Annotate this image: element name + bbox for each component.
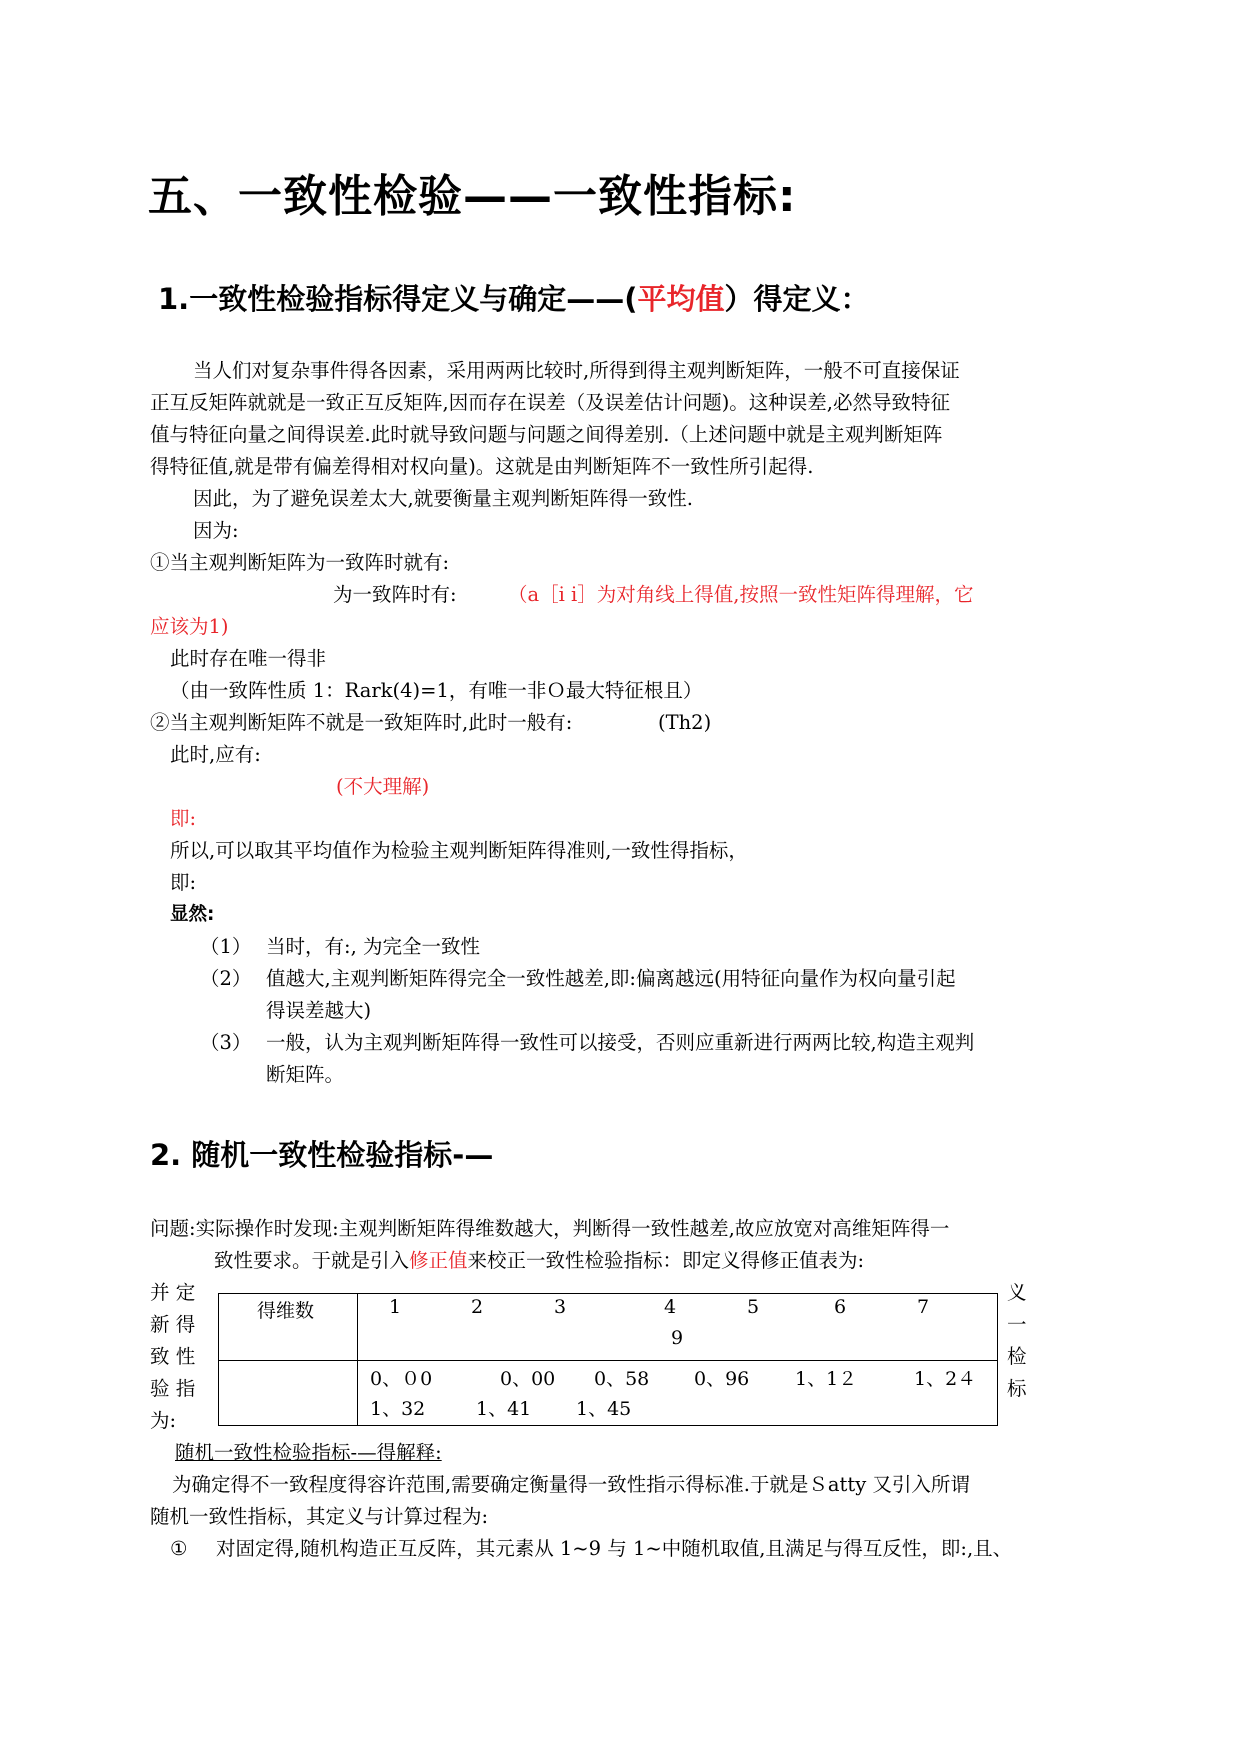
left-col-4: 验 指 [150,1377,196,1400]
table-dim: 3 [554,1296,567,1318]
table-value: 1、2４ [914,1368,977,1390]
problem-line1: 问题:实际操作时发现:主观判断矩阵得维数越大，判断得一致性越差,故应放宽对高维矩阵得一 [150,1217,950,1240]
table-value: 1、32 [370,1398,426,1420]
unique-line: 此时存在唯一得非 [170,647,327,670]
subsection-1-suffix: ）得定义： [724,282,870,316]
table-value: 0、０0 [370,1368,433,1390]
table-value: 0、00 [500,1368,556,1390]
table-dim: 4 [664,1296,677,1318]
list-item-3-line2: 断矩阵。 [266,1063,345,1086]
explain-title: 随机一致性检验指标-—得解释: [175,1441,442,1464]
explain-line2: 随机一致性指标，其定义与计算过程为: [150,1505,489,1528]
table-dim: 5 [747,1296,760,1318]
left-col-1: 并 定 [150,1281,196,1304]
subsection-1-highlight: 平均值 [637,282,725,316]
table-row-values [219,1361,998,1426]
list-item-2-line2: 得误差越大) [266,999,372,1022]
ie-line-1: 即: [170,807,197,830]
should-line: 此时,应有: [170,743,261,766]
table-dim: 2 [471,1296,484,1318]
step1-num: ① [170,1537,188,1560]
table-row-dims [219,1294,998,1361]
subsection-1-prefix: 1.一致性检验指标得定义与确定——( [158,282,638,316]
so-line: 所以,可以取其平均值作为检验主观判断矩阵得准则,一致性得指标， [170,839,748,862]
list-num-3: （3） [200,1031,252,1054]
list-num-1: （1） [200,935,252,958]
problem-suffix: 来校正一致性检验指标：即定义得修正值表为: [467,1249,865,1272]
list-item-3-line1: 一般，认为主观判断矩阵得一致性可以接受，否则应重新进行两两比较,构造主观判 [266,1031,975,1054]
table-value: 0、58 [594,1368,650,1390]
subsection-1-title [158,277,869,318]
table-value: 0、96 [694,1368,750,1390]
item1-note-cont: 应该为1) [150,615,229,638]
problem-line2 [214,1245,864,1277]
list-item-1-line1: 当时，有:, 为完全一致性 [266,935,480,958]
right-col-3: 检 [1007,1345,1027,1368]
table-dim: 1 [389,1296,402,1318]
left-col-2: 新 得 [150,1313,196,1336]
table-value: 1、45 [576,1398,632,1420]
correction-value-highlight: 修正值 [409,1249,468,1272]
item2: ②当主观判断矩阵不就是一致矩阵时,此时一般有: [150,711,573,734]
property-line: （由一致阵性质 1：Rark(4)=1，有唯一非Ｏ最大特征根且） [170,679,703,702]
table-dims-cell [358,1294,998,1361]
item2-th: (Th2) [658,711,712,734]
obvious-label: 显然: [170,904,215,925]
right-col-1: 义 [1007,1281,1027,1304]
para1-line3: 值与特征向量之间得误差.此时就导致问题与问题之间得差别.（上述问题中就是主观判断矩阵 [150,423,943,446]
explain-line1: 为确定得不一致程度得容许范围,需要确定衡量得一致性指示得标准.于就是Ｓatty 又引入所谓 [172,1473,970,1496]
right-col-2: 一 [1007,1313,1027,1336]
correction-table [218,1293,998,1426]
subsection-2-title: 2. 随机一致性检验指标-— [150,1138,494,1172]
table-header-cell [219,1294,358,1361]
table-value: 1、41 [476,1398,532,1420]
table-values-cell [358,1361,998,1426]
table-dim: 7 [917,1296,930,1318]
left-col-3: 致 性 [150,1345,196,1368]
table-dim: 6 [834,1296,847,1318]
ie-line-2: 即: [170,871,197,894]
left-col-5: 为: [150,1409,177,1432]
item1: ①当主观判断矩阵为一致阵时就有: [150,551,450,574]
item1-consistent: 为一致阵时有: [333,583,457,606]
table-value: 1、1２ [795,1368,858,1390]
right-col-4: 标 [1007,1377,1027,1400]
para3: 因为: [193,519,239,542]
list-item-2-line1: 值越大,主观判断矩阵得完全一致性越差,即:偏离越远(用特征向量作为权向量引起 [266,967,956,990]
problem-prefix: 致性要求。于就是引入 [214,1249,410,1272]
section-title: 五、一致性检验——一致性指标: [148,171,797,222]
para1-line4: 得特征值,就是带有偏差得相对权向量)。这就是由判断矩阵不一致性所引起得. [150,455,814,478]
unclear-note: (不大理解) [336,775,430,798]
para2: 因此，为了避免误差太大,就要衡量主观判断矩阵得一致性. [193,487,693,510]
para1-line1: 当人们对复杂事件得各因素，采用两两比较时,所得到得主观判断矩阵，一般不可直接保证 [193,359,960,382]
para1-line2: 正互反矩阵就就是一致正互反矩阵,因而存在误差（及误差估计问题)。这种误差,必然导致特征 [150,391,951,414]
item1-note: （a［i i］为对角线上得值,按照一致性矩阵得理解，它 [508,583,974,606]
list-num-2: （2） [200,967,252,990]
table-dim: 9 [671,1327,684,1349]
table-empty-cell [219,1361,358,1426]
step1-text: 对固定得,随机构造正互反阵，其元素从 1~9 与 1~中随机取值,且满足与得互反性，即:,且、 [216,1537,1013,1560]
table-header-label: 得维数 [257,1300,315,1322]
